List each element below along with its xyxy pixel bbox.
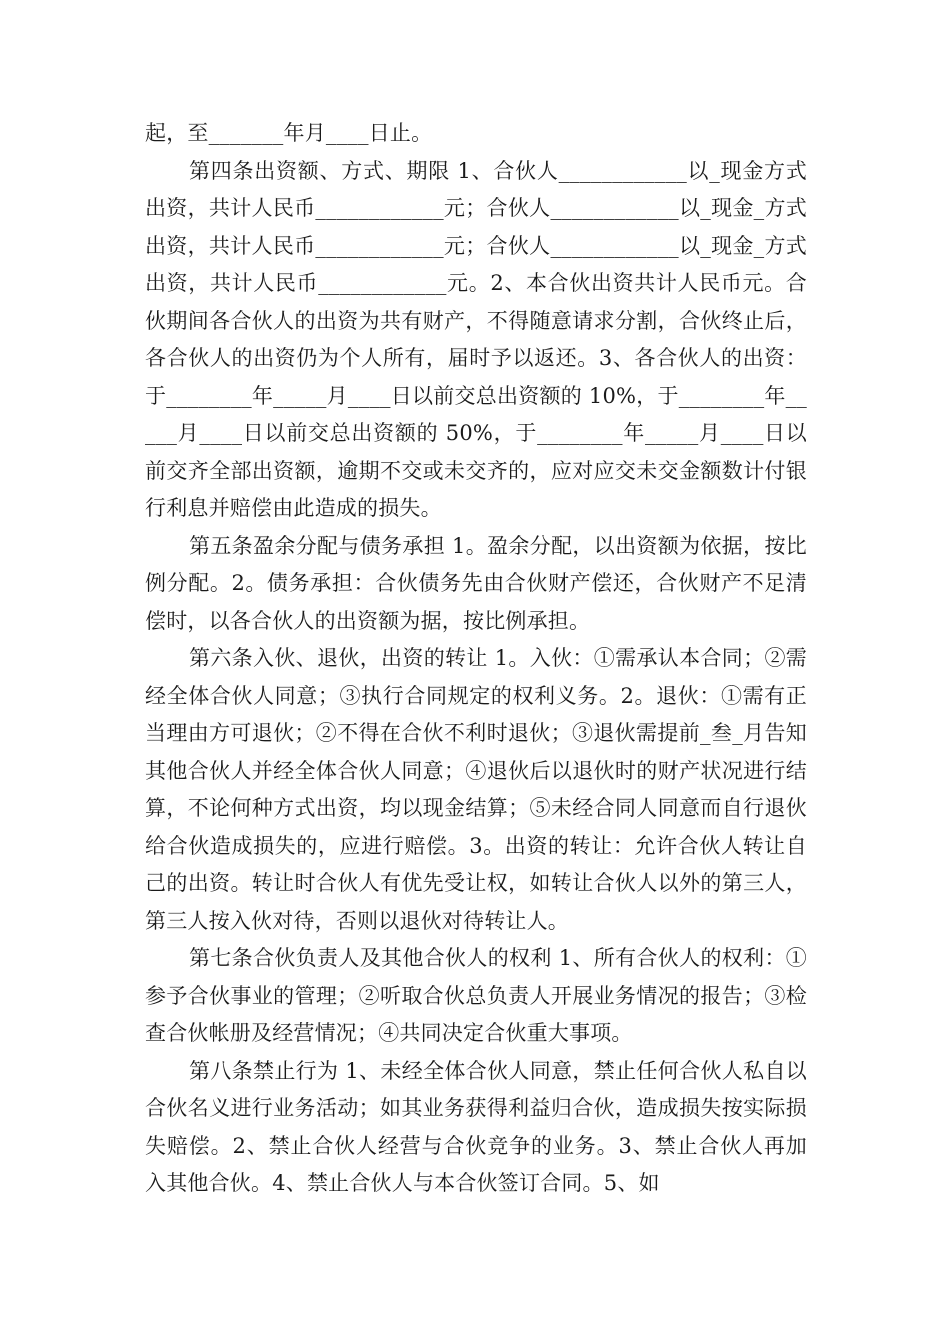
paragraph-article-6: 第六条入伙、退伙，出资的转让 1。入伙：①需承认本合同；②需经全体合伙人同意；③执行合同规定的权利义务。2。退伙：①需有正当理由方可退伙；②不得在合伙不利时退伙；③退伙需提前_叁_月告知其他合伙人并经全体合伙人同意；④退伙后以退伙时的财产状况进行结算，不论何种方式出资，均以现金结算；⑤未经合同人同意而自行退伙给合伙造成损失的，应进行赔偿。3。出资的转让：允许合伙人转让自己的出资。转让时合伙人有优先受让权，如转让合伙人以外的第三人，第三人按入伙对待，否则以退伙对待转让人。 — [145, 646, 807, 933]
document-body — [145, 115, 807, 1203]
paragraph-article-7: 第七条合伙负责人及其他合伙人的权利 1、所有合伙人的权利：①参予合伙事业的管理；②听取合伙总负责人开展业务情况的报告；③检查合伙帐册及经营情况；④共同决定合伙重大事项。 — [145, 946, 807, 1045]
paragraph-article-5: 第五条盈余分配与债务承担 1。盈余分配，以出资额为依据，按比例分配。2。债务承担：合伙债务先由合伙财产偿还，合伙财产不足清偿时，以各合伙人的出资额为据，按比例承担。 — [145, 533, 807, 633]
paragraph-article-4: 第四条出资额、方式、期限 1、合伙人____________以_现金方式出资，共计人民币____________元；合伙人____________以_现金_方式出资，共计人民币____________元；合伙人____________以_现金_方式出资，共计人民币____________元。2、本合伙出资共计人民币元。合伙期间各合伙人的出资为共有财产，不得随意请求分割，合伙终止后，各合伙人的出资仍为个人所有，届时予以返还。3、各合伙人的出资：于________年_____月____日以前交总出资额的 10%，于________年_____月____日以前交总出资额的 50%，于________年_____月____日以前交齐全部出资额，逾期不交或未交齐的，应对应交未交金额数计付银行利息并赔偿由此造成的损失。 — [145, 158, 807, 520]
paragraph-article-8: 第八条禁止行为 1、未经全体合伙人同意，禁止任何合伙人私自以合伙名义进行业务活动；如其业务获得利益归合伙，造成损失按实际损失赔偿。2、禁止合伙人经营与合伙竞争的业务。3、禁止合伙人再加入其他合伙。4、禁止合伙人与本合伙签订合同。5、如 — [145, 1058, 807, 1195]
paragraph-term-end: 起，至_______年月____日止。 — [145, 121, 433, 145]
